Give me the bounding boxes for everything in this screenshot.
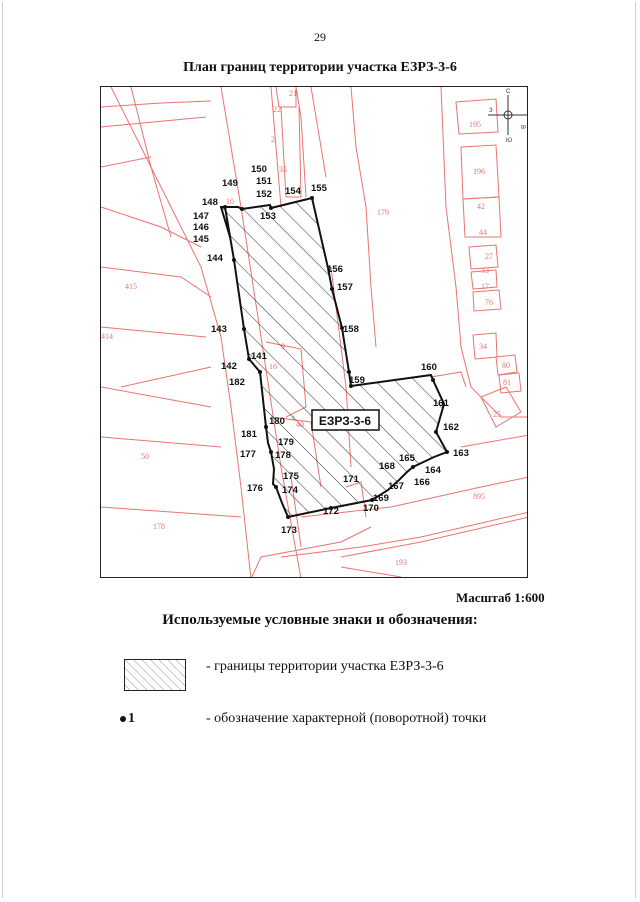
point-label: 143 [211, 324, 227, 335]
point-label: 163 [453, 448, 469, 459]
point-label: 177 [240, 449, 256, 460]
parcel-label: 44 [479, 228, 487, 237]
point-label: 173 [281, 525, 297, 536]
point-label: 182 [229, 377, 245, 388]
point-dot-icon [120, 716, 126, 722]
point-label: 154 [285, 186, 301, 197]
parcel-label: 35 [279, 165, 287, 174]
boundary-point [310, 196, 314, 200]
parcel-label: 196 [473, 167, 485, 176]
point-label: 157 [337, 282, 353, 293]
point-label: 144 [207, 253, 223, 264]
point-label: 171 [343, 474, 359, 485]
zone-label: ЕЗРЗ-3-6 [318, 414, 372, 428]
boundary-point [223, 205, 227, 209]
parcel-label: 27 [485, 252, 493, 261]
parcel-label: 50 [141, 452, 149, 461]
point-label: 145 [193, 234, 209, 245]
parcel-label: 195 [469, 120, 481, 129]
point-label: 180 [269, 416, 285, 427]
point-label: 149 [222, 178, 238, 189]
legend-title: Используемые условные знаки и обозначения: [162, 612, 478, 628]
parcel-label: 895 [473, 492, 485, 501]
point-label: 167 [388, 481, 404, 492]
parcel-label: 22 [273, 105, 281, 114]
compass-south: Ю [506, 138, 513, 144]
parcel-label: 415 [125, 282, 137, 291]
boundary-point [258, 370, 262, 374]
point-label: 165 [399, 453, 415, 464]
boundary-point [269, 450, 273, 454]
compass-letters [489, 89, 525, 144]
point-label: 159 [349, 375, 365, 386]
legend-point-symbol [120, 711, 135, 727]
point-label: 172 [323, 506, 339, 517]
map-scale: Масштаб 1:600 [456, 590, 545, 605]
boundary-point [434, 430, 438, 434]
map-svg [101, 87, 528, 578]
parcel-label: 2 [271, 135, 275, 144]
point-label: 181 [241, 429, 257, 440]
legend-text-point: - обозначение характерной (поворотной) точки [206, 711, 487, 726]
point-label: 141 [251, 351, 267, 362]
boundary-point [431, 378, 435, 382]
page-title: План границ территории участка ЕЗРЗ-3-6 [183, 60, 457, 75]
parcel-label: 10 [226, 197, 234, 206]
point-label: 153 [260, 211, 276, 222]
boundary-point [264, 425, 268, 429]
parcel-label: 21 [289, 89, 297, 98]
compass-west: З [489, 108, 493, 114]
boundary-point [330, 287, 334, 291]
parcel-label: 25 [493, 410, 501, 419]
point-label: 176 [247, 483, 263, 494]
point-label: 166 [414, 477, 430, 488]
point-label: 178 [275, 450, 291, 461]
parcel-label: 76 [485, 298, 493, 307]
parcel-label: 178 [153, 522, 165, 531]
compass-north: С [506, 89, 511, 95]
point-label: 158 [343, 324, 359, 335]
point-label: 164 [425, 465, 441, 476]
point-label: 179 [278, 437, 294, 448]
point-label: 169 [373, 493, 389, 504]
legend-hatch-svg [125, 660, 186, 691]
legend-text-boundary: - границы территории участка ЕЗРЗ-3-6 [206, 659, 444, 674]
point-label: 150 [251, 164, 267, 175]
boundary-point [232, 258, 236, 262]
point-label: 155 [311, 183, 327, 194]
point-label: 148 [202, 197, 218, 208]
legend-hatched-swatch [124, 659, 186, 691]
point-label: 170 [363, 503, 379, 514]
boundary-point [411, 465, 415, 469]
boundary-point [286, 515, 290, 519]
point-label: 168 [379, 461, 395, 472]
boundary-plan-map [100, 86, 528, 578]
point-label: 160 [421, 362, 437, 373]
boundary-point [269, 206, 273, 210]
parcel-label: 17 [481, 282, 489, 291]
point-label: 147 [193, 211, 209, 222]
point-label: 152 [256, 189, 272, 200]
page-number: 29 [314, 30, 326, 44]
boundary-point [445, 450, 449, 454]
compass-east: В [519, 125, 525, 130]
boundary-point [242, 327, 246, 331]
parcel-label: 80 [502, 361, 510, 370]
parcel-label: 193 [395, 558, 407, 567]
point-label: 156 [327, 264, 343, 275]
point-label: 175 [283, 471, 299, 482]
point-label: 151 [256, 176, 272, 187]
parcel-label: 42 [477, 202, 485, 211]
point-label: 162 [443, 422, 459, 433]
point-label: 174 [282, 485, 298, 496]
parcel-label: 179 [377, 208, 389, 217]
point-label: 146 [193, 222, 209, 233]
boundary-point [240, 207, 244, 211]
parcel-label: 34 [479, 342, 487, 351]
parcel-label: 414 [101, 332, 113, 341]
point-label: 161 [433, 398, 449, 409]
boundary-point [274, 485, 278, 489]
legend-point-symbol-label: 1 [128, 711, 135, 726]
boundary-point [347, 370, 351, 374]
point-label: 142 [221, 361, 237, 372]
parcel-label: 81 [503, 378, 511, 387]
parcel-label: 33 [481, 266, 489, 275]
